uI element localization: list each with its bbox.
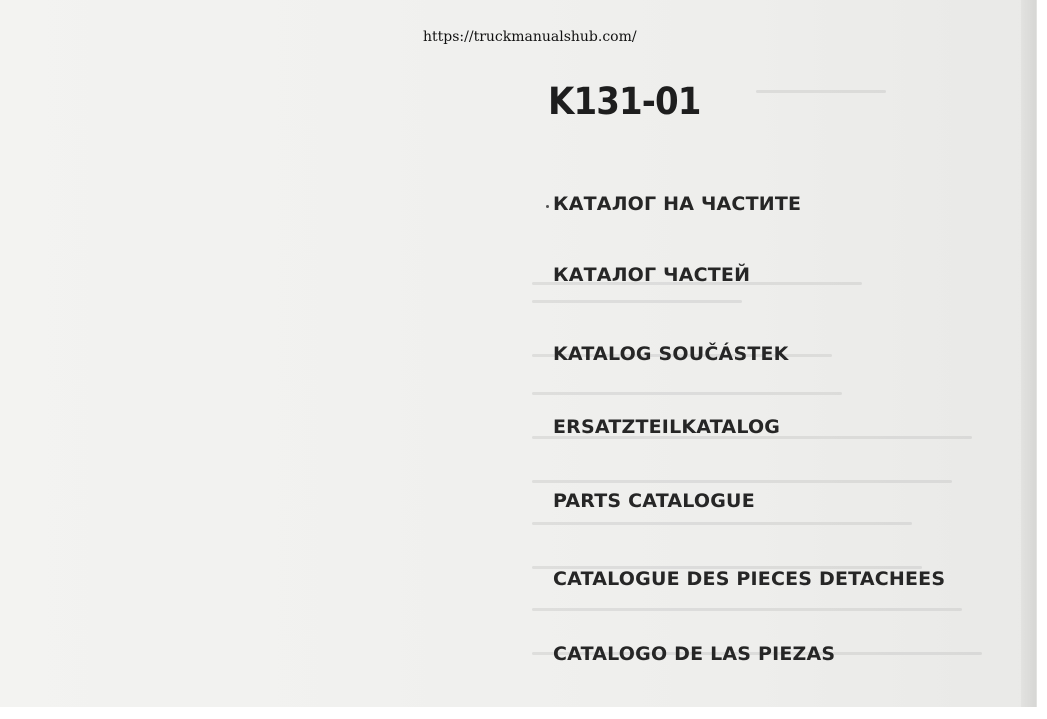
title-english: PARTS CATALOGUE bbox=[553, 490, 755, 512]
title-spanish: CATALOGO DE LAS PIEZAS bbox=[553, 643, 836, 665]
page-right-edge bbox=[1021, 0, 1047, 719]
title-french: CATALOGUE DES PIECES DETACHEES bbox=[553, 568, 946, 590]
title-russian: КАТАЛОГ ЧАСТЕЙ bbox=[553, 264, 751, 286]
print-speck bbox=[546, 205, 549, 208]
catalogue-code: K131-01 bbox=[548, 80, 701, 123]
title-czech: KATALOG SOUČÁSTEK bbox=[553, 343, 789, 365]
source-url: https://truckmanualshub.com/ bbox=[423, 29, 637, 45]
page-bottom-edge bbox=[0, 707, 1047, 719]
title-german: ERSATZTEILKATALOG bbox=[553, 416, 781, 438]
title-bulgarian: КАТАЛОГ НА ЧАСТИТЕ bbox=[553, 193, 802, 215]
